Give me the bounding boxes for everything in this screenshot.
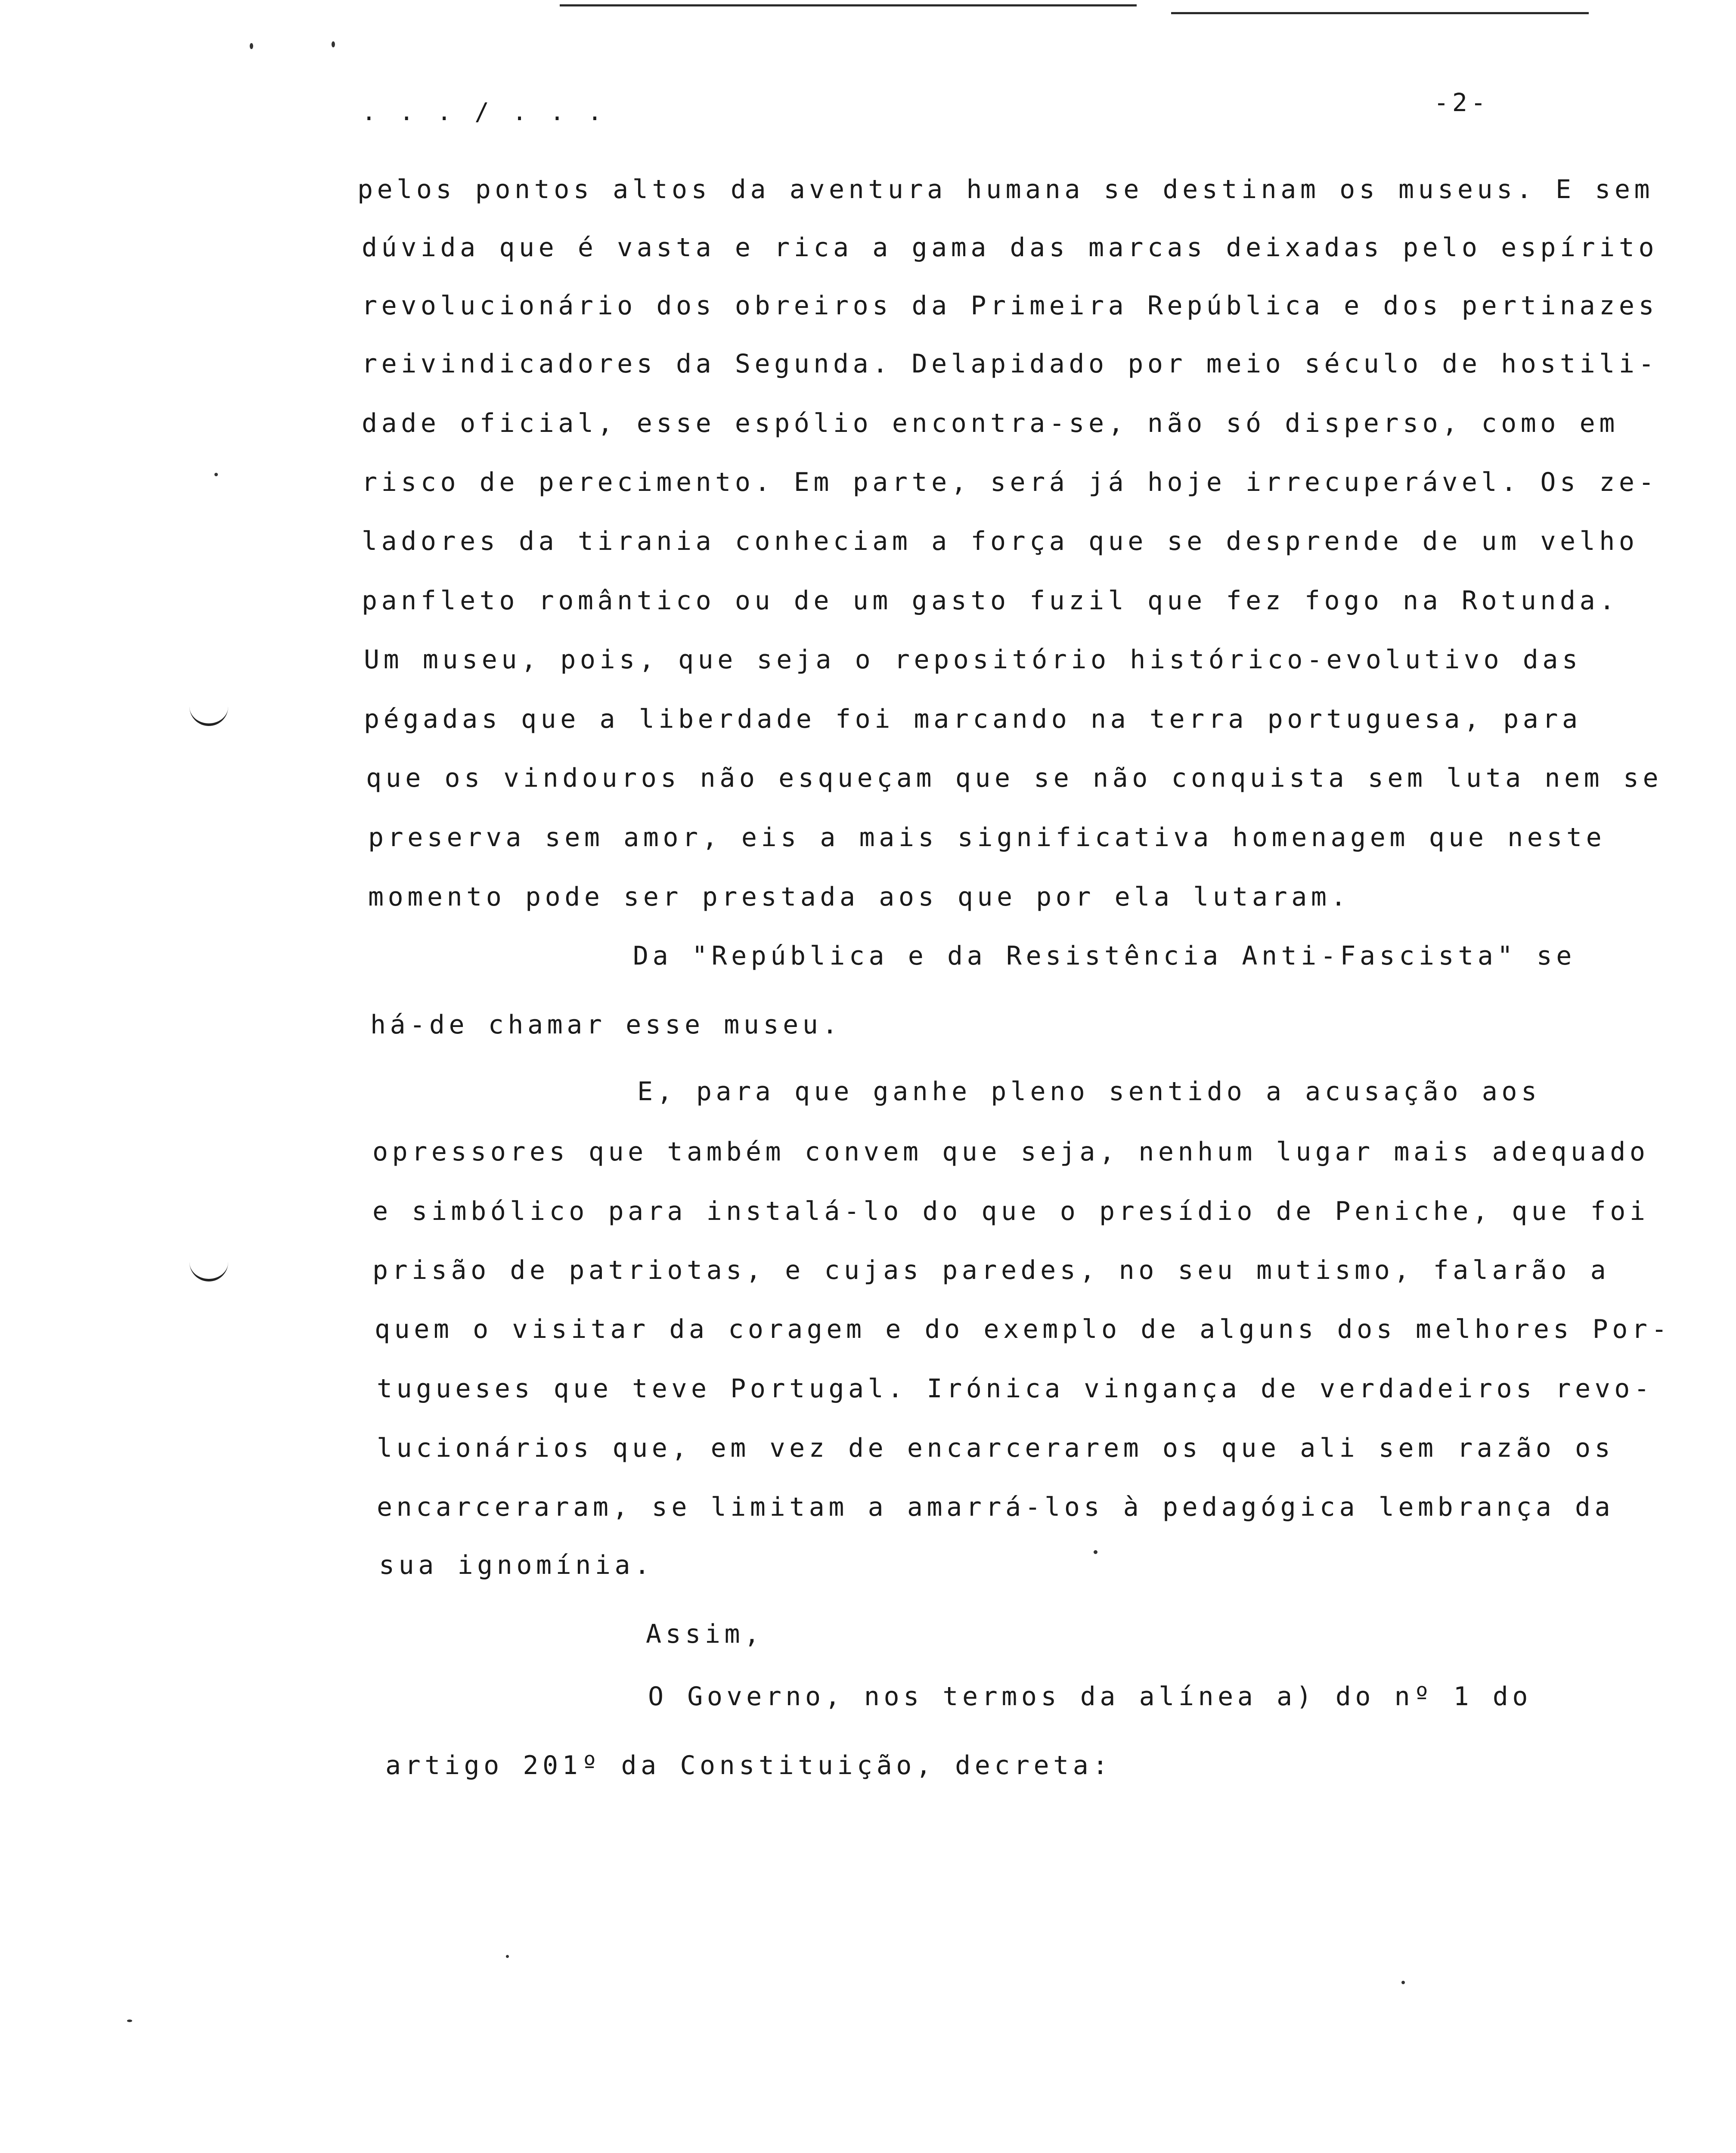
punch-hole-mark	[189, 706, 228, 726]
text-line: Da "República e da Resistência Anti-Fascista" se	[633, 941, 1576, 971]
scan-speck	[1094, 1550, 1097, 1554]
text-line: encarceraram, se limitam a amarrá-los à pedagógica lembrança da	[377, 1492, 1615, 1522]
scan-rule-line	[560, 4, 1137, 6]
text-line: ladores da tirania conheciam a força que se desprende de um velho	[362, 526, 1639, 556]
scan-speck	[506, 1955, 509, 1958]
scan-speck	[127, 2020, 132, 2022]
text-line: que os vindouros não esqueçam que se não conquista sem luta nem se	[366, 763, 1663, 793]
text-line: O Governo, nos termos da alínea a) do nº 1 do	[648, 1681, 1532, 1712]
scan-speck	[214, 473, 218, 476]
continuation-mark: . . . / . . .	[362, 98, 607, 126]
text-line: sua ignomínia.	[379, 1550, 654, 1580]
punch-hole-mark	[189, 1262, 228, 1281]
text-line: lucionários que, em vez de encarcerarem os que ali sem razão os	[377, 1433, 1615, 1463]
scan-speck	[332, 41, 335, 47]
text-line: panfleto romântico ou de um gasto fuzil que fez fogo na Rotunda.	[362, 586, 1619, 616]
text-line: risco de perecimento. Em parte, será já hoje irrecuperável. Os ze-	[362, 467, 1658, 497]
text-line: pelos pontos altos da aventura humana se destinam os museus. E sem	[357, 174, 1654, 205]
text-line: reivindicadores da Segunda. Delapidado por meio século de hostili-	[362, 349, 1658, 379]
text-line: opressores que também convem que seja, nenhum lugar mais adequado	[372, 1137, 1649, 1167]
text-line: pégadas que a liberdade foi marcando na terra portuguesa, para	[364, 704, 1582, 734]
page-number: -2-	[1434, 88, 1489, 117]
text-line: há-de chamar esse museu.	[370, 1010, 842, 1040]
text-line: prisão de patriotas, e cujas paredes, no seu mutismo, falarão a	[372, 1255, 1610, 1285]
scan-speck	[1401, 1981, 1405, 1984]
text-line: Assim,	[646, 1619, 764, 1649]
text-line: artigo 201º da Constituição, decreta:	[385, 1750, 1113, 1781]
text-line: E, para que ganhe pleno sentido a acusação aos	[637, 1076, 1541, 1107]
scan-speck	[250, 43, 253, 49]
text-line: e simbólico para instalá-lo do que o presídio de Peniche, que foi	[372, 1196, 1649, 1226]
text-line: preserva sem amor, eis a mais significativa homenagem que neste	[368, 822, 1606, 853]
text-line: quem o visitar da coragem e do exemplo de alguns dos melhores Por-	[375, 1314, 1671, 1344]
text-line: dade oficial, esse espólio encontra-se, não só disperso, como em	[362, 408, 1619, 438]
text-line: Um museu, pois, que seja o repositório histórico-evolutivo das	[364, 645, 1582, 675]
scan-rule-line	[1171, 12, 1589, 14]
text-line: revolucionário dos obreiros da Primeira República e dos pertinazes	[362, 291, 1658, 321]
text-line: momento pode ser prestada aos que por ela lutaram.	[368, 882, 1351, 912]
text-line: dúvida que é vasta e rica a gama das marcas deixadas pelo espírito	[362, 233, 1658, 263]
text-line: tugueses que teve Portugal. Irónica vingança de verdadeiros revo-	[377, 1374, 1654, 1404]
